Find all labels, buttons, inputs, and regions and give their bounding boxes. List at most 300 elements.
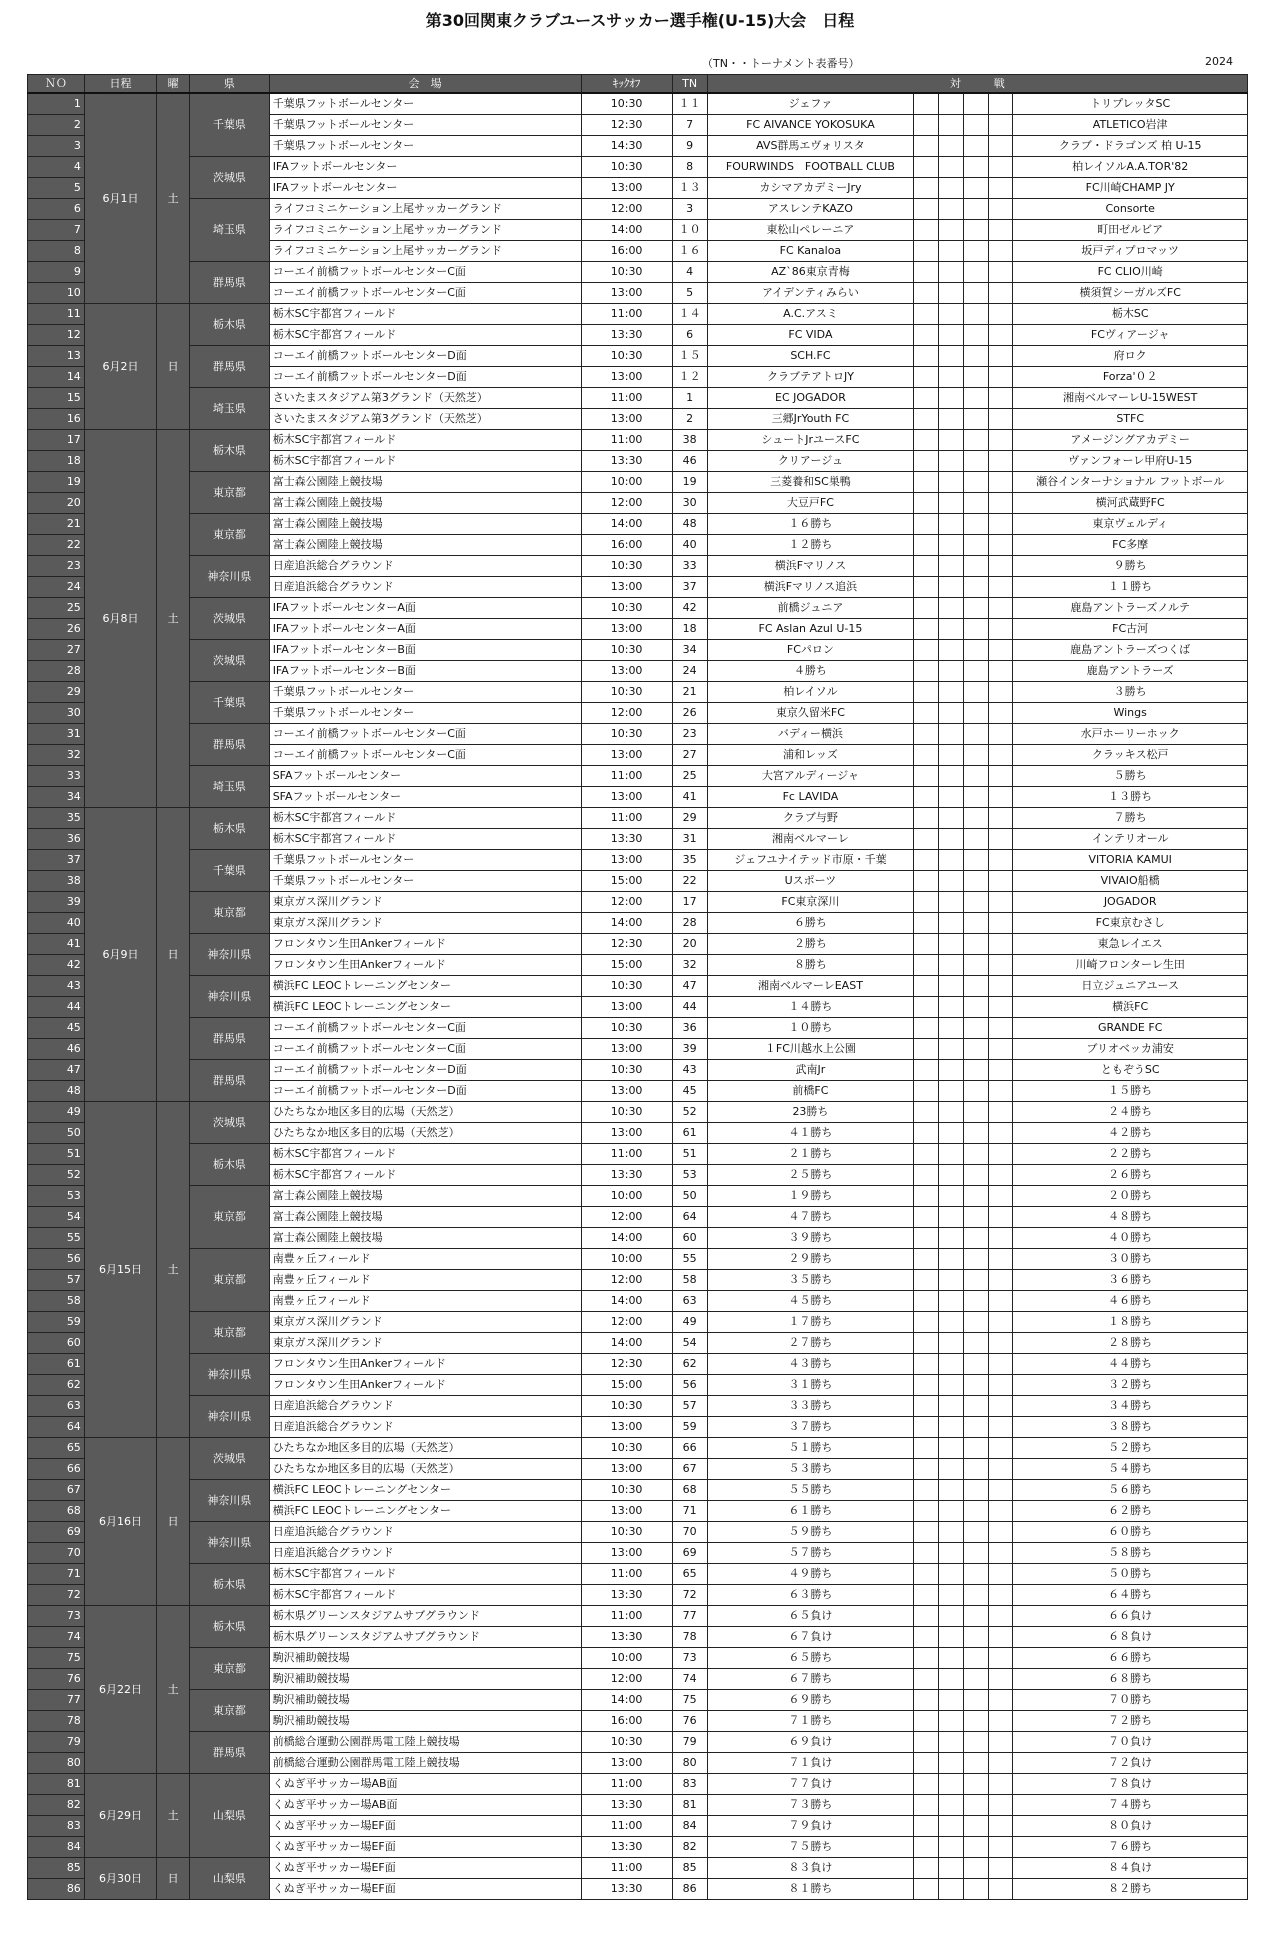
score-cell <box>988 262 1013 283</box>
score-cell <box>963 535 988 556</box>
kickoff-time: 15:00 <box>581 955 672 976</box>
venue: 富士森公園陸上競技場 <box>269 1228 581 1249</box>
match-no: 76 <box>28 1669 85 1690</box>
home-team: ６７勝ち <box>707 1669 914 1690</box>
away-team: ７０負け <box>1013 1732 1248 1753</box>
score-cell <box>939 178 964 199</box>
home-team: ４７勝ち <box>707 1207 914 1228</box>
match-no: 15 <box>28 388 85 409</box>
home-team: ５１勝ち <box>707 1438 914 1459</box>
tn-number: 58 <box>672 1270 707 1291</box>
tn-number: 22 <box>672 871 707 892</box>
away-team: 府ロク <box>1013 346 1248 367</box>
score-cell <box>988 367 1013 388</box>
tn-number: 67 <box>672 1459 707 1480</box>
match-no: 12 <box>28 325 85 346</box>
home-team: FC東京深川 <box>707 892 914 913</box>
tn-number: 19 <box>672 472 707 493</box>
away-team: ２６勝ち <box>1013 1165 1248 1186</box>
table-row <box>28 1606 1248 1627</box>
away-team: 栃木SC <box>1013 304 1248 325</box>
kickoff-time: 12:00 <box>581 1669 672 1690</box>
match-no: 26 <box>28 619 85 640</box>
table-row <box>28 1312 1248 1333</box>
score-cell <box>914 913 939 934</box>
home-team: 東松山ペレーニア <box>707 220 914 241</box>
match-no: 3 <box>28 136 85 157</box>
score-cell <box>914 1627 939 1648</box>
venue: ひたちなか地区多目的広場（天然芝） <box>269 1438 581 1459</box>
score-cell <box>914 115 939 136</box>
kickoff-time: 10:30 <box>581 93 672 115</box>
table-row <box>28 1774 1248 1795</box>
venue: 千葉県フットボールセンター <box>269 136 581 157</box>
prefecture: 栃木県 <box>190 1606 270 1648</box>
match-no: 65 <box>28 1438 85 1459</box>
match-no: 80 <box>28 1753 85 1774</box>
year-label: 2024 <box>1205 55 1233 68</box>
prefecture: 神奈川県 <box>190 976 270 1018</box>
score-cell <box>963 829 988 850</box>
score-cell <box>939 1228 964 1249</box>
tn-number: 83 <box>672 1774 707 1795</box>
score-cell <box>939 1018 964 1039</box>
score-cell <box>988 1333 1013 1354</box>
away-team: FC東京むさし <box>1013 913 1248 934</box>
venue: 千葉県フットボールセンター <box>269 850 581 871</box>
score-cell <box>939 871 964 892</box>
score-cell <box>914 1648 939 1669</box>
tn-number: 52 <box>672 1102 707 1123</box>
away-team: ６８負け <box>1013 1627 1248 1648</box>
score-cell <box>914 808 939 829</box>
kickoff-time: 12:00 <box>581 199 672 220</box>
score-cell <box>939 703 964 724</box>
table-row <box>28 514 1248 535</box>
kickoff-time: 10:30 <box>581 1480 672 1501</box>
venue: ライフコミニケーション上尾サッカーグランド <box>269 220 581 241</box>
home-team: ４勝ち <box>707 661 914 682</box>
score-cell <box>963 346 988 367</box>
match-no: 18 <box>28 451 85 472</box>
venue: 東京ガス深川グランド <box>269 1333 581 1354</box>
score-cell <box>939 1837 964 1858</box>
away-team: 町田ゼルビア <box>1013 220 1248 241</box>
away-team: ８４負け <box>1013 1858 1248 1879</box>
score-cell <box>988 1291 1013 1312</box>
table-row <box>28 1354 1248 1375</box>
score-cell <box>914 367 939 388</box>
kickoff-time: 10:30 <box>581 157 672 178</box>
score-cell <box>963 871 988 892</box>
away-team: Wings <box>1013 703 1248 724</box>
away-team: ８０負け <box>1013 1816 1248 1837</box>
score-cell <box>914 640 939 661</box>
prefecture: 千葉県 <box>190 682 270 724</box>
match-day: 日 <box>157 808 190 1102</box>
table-row <box>28 808 1248 829</box>
score-cell <box>939 1102 964 1123</box>
table-row <box>28 388 1248 409</box>
away-team: ２２勝ち <box>1013 1144 1248 1165</box>
match-no: 5 <box>28 178 85 199</box>
score-cell <box>988 199 1013 220</box>
score-cell <box>939 1669 964 1690</box>
score-cell <box>914 1669 939 1690</box>
kickoff-time: 13:00 <box>581 997 672 1018</box>
score-cell <box>914 1102 939 1123</box>
kickoff-time: 12:30 <box>581 115 672 136</box>
score-cell <box>988 1606 1013 1627</box>
score-cell <box>939 1501 964 1522</box>
kickoff-time: 16:00 <box>581 1711 672 1732</box>
home-team: クラブ与野 <box>707 808 914 829</box>
kickoff-time: 13:30 <box>581 1627 672 1648</box>
home-team: ７１勝ち <box>707 1711 914 1732</box>
score-cell <box>914 178 939 199</box>
match-no: 56 <box>28 1249 85 1270</box>
score-cell <box>988 934 1013 955</box>
score-cell <box>939 1039 964 1060</box>
score-cell <box>988 766 1013 787</box>
score-cell <box>963 199 988 220</box>
match-no: 45 <box>28 1018 85 1039</box>
match-no: 16 <box>28 409 85 430</box>
kickoff-time: 14:00 <box>581 1291 672 1312</box>
score-cell <box>963 1144 988 1165</box>
score-cell <box>988 1270 1013 1291</box>
home-team: 武南Jr <box>707 1060 914 1081</box>
header-day: 曜 <box>157 75 190 94</box>
away-team: ５６勝ち <box>1013 1480 1248 1501</box>
score-cell <box>963 1606 988 1627</box>
score-cell <box>939 367 964 388</box>
match-day: 土 <box>157 430 190 808</box>
table-row <box>28 766 1248 787</box>
away-team: ATLETICO岩津 <box>1013 115 1248 136</box>
score-cell <box>939 1711 964 1732</box>
score-cell <box>963 1627 988 1648</box>
score-cell <box>939 1690 964 1711</box>
score-cell <box>939 1585 964 1606</box>
table-row <box>28 892 1248 913</box>
away-team: ７２負け <box>1013 1753 1248 1774</box>
tn-number: 51 <box>672 1144 707 1165</box>
venue: 栃木県グリーンスタジアムサブグラウンド <box>269 1627 581 1648</box>
home-team: ２勝ち <box>707 934 914 955</box>
score-cell <box>939 682 964 703</box>
score-cell <box>939 766 964 787</box>
match-day: 土 <box>157 1606 190 1774</box>
match-day: 日 <box>157 304 190 430</box>
score-cell <box>914 787 939 808</box>
prefecture: 埼玉県 <box>190 388 270 430</box>
score-cell <box>939 493 964 514</box>
prefecture: 神奈川県 <box>190 1396 270 1438</box>
home-team: ３３勝ち <box>707 1396 914 1417</box>
score-cell <box>939 556 964 577</box>
score-cell <box>914 598 939 619</box>
venue: 駒沢補助競技場 <box>269 1669 581 1690</box>
prefecture: 東京都 <box>190 1186 270 1249</box>
tn-number: 45 <box>672 1081 707 1102</box>
home-team: FC Kanaloa <box>707 241 914 262</box>
score-cell <box>963 1354 988 1375</box>
kickoff-time: 11:00 <box>581 1144 672 1165</box>
home-team: クリアージュ <box>707 451 914 472</box>
prefecture: 千葉県 <box>190 93 270 157</box>
match-no: 40 <box>28 913 85 934</box>
match-no: 24 <box>28 577 85 598</box>
home-team: ５３勝ち <box>707 1459 914 1480</box>
prefecture: 茨城県 <box>190 598 270 640</box>
score-cell <box>988 1438 1013 1459</box>
score-cell <box>988 283 1013 304</box>
score-cell <box>963 1543 988 1564</box>
away-team: ２０勝ち <box>1013 1186 1248 1207</box>
score-cell <box>914 1060 939 1081</box>
score-cell <box>914 661 939 682</box>
tn-number: 46 <box>672 451 707 472</box>
score-cell <box>963 1669 988 1690</box>
tn-number: 69 <box>672 1543 707 1564</box>
kickoff-time: 12:00 <box>581 892 672 913</box>
score-cell <box>939 262 964 283</box>
kickoff-time: 14:00 <box>581 1228 672 1249</box>
match-no: 30 <box>28 703 85 724</box>
venue: 栃木SC宇都宮フィールド <box>269 451 581 472</box>
score-cell <box>939 955 964 976</box>
tn-number: 39 <box>672 1039 707 1060</box>
score-cell <box>914 577 939 598</box>
header-kickoff: ｷｯｸｵﾌ <box>581 75 672 94</box>
score-cell <box>988 388 1013 409</box>
home-team: １０勝ち <box>707 1018 914 1039</box>
tn-number: １３ <box>672 178 707 199</box>
venue: 横浜FC LEOCトレーニングセンター <box>269 1480 581 1501</box>
tn-number: 62 <box>672 1354 707 1375</box>
prefecture: 茨城県 <box>190 640 270 682</box>
score-cell <box>963 1375 988 1396</box>
tn-number: 26 <box>672 703 707 724</box>
score-cell <box>963 388 988 409</box>
score-cell <box>963 1648 988 1669</box>
tn-number: 48 <box>672 514 707 535</box>
table-row <box>28 1438 1248 1459</box>
score-cell <box>914 1165 939 1186</box>
score-cell <box>939 787 964 808</box>
score-cell <box>963 955 988 976</box>
kickoff-time: 11:00 <box>581 808 672 829</box>
home-team: ４１勝ち <box>707 1123 914 1144</box>
away-team: FC多摩 <box>1013 535 1248 556</box>
table-row <box>28 430 1248 451</box>
table-row <box>28 1102 1248 1123</box>
kickoff-time: 14:30 <box>581 136 672 157</box>
home-team: クラブテアトロJY <box>707 367 914 388</box>
home-team: ６３勝ち <box>707 1585 914 1606</box>
tn-number: 38 <box>672 430 707 451</box>
away-team: ２８勝ち <box>1013 1333 1248 1354</box>
tn-number: 75 <box>672 1690 707 1711</box>
home-team: ２９勝ち <box>707 1249 914 1270</box>
score-cell <box>939 892 964 913</box>
table-row <box>28 262 1248 283</box>
tn-number: 77 <box>672 1606 707 1627</box>
home-team: ７１負け <box>707 1753 914 1774</box>
match-date: 6月2日 <box>84 304 156 430</box>
score-cell <box>988 535 1013 556</box>
score-cell <box>914 430 939 451</box>
venue: くぬぎ平サッカー場AB面 <box>269 1795 581 1816</box>
score-cell <box>963 1270 988 1291</box>
venue: コーエイ前橋フットボールセンターD面 <box>269 367 581 388</box>
away-team: ６６勝ち <box>1013 1648 1248 1669</box>
match-no: 79 <box>28 1732 85 1753</box>
match-no: 47 <box>28 1060 85 1081</box>
score-cell <box>939 976 964 997</box>
match-no: 39 <box>28 892 85 913</box>
away-team: ９勝ち <box>1013 556 1248 577</box>
away-team: 鹿島アントラーズつくば <box>1013 640 1248 661</box>
venue: コーエイ前橋フットボールセンターC面 <box>269 745 581 766</box>
match-no: 33 <box>28 766 85 787</box>
score-cell <box>988 1228 1013 1249</box>
score-cell <box>963 451 988 472</box>
score-cell <box>939 829 964 850</box>
tn-number: １１ <box>672 93 707 115</box>
prefecture: 群馬県 <box>190 724 270 766</box>
score-cell <box>988 409 1013 430</box>
venue: くぬぎ平サッカー場EF面 <box>269 1837 581 1858</box>
header-match: 対 戦 <box>707 75 1247 94</box>
score-cell <box>988 1459 1013 1480</box>
match-no: 82 <box>28 1795 85 1816</box>
venue: コーエイ前橋フットボールセンターC面 <box>269 1018 581 1039</box>
score-cell <box>914 1774 939 1795</box>
table-row <box>28 1018 1248 1039</box>
match-date: 6月29日 <box>84 1774 156 1858</box>
match-no: 58 <box>28 1291 85 1312</box>
score-cell <box>939 1417 964 1438</box>
match-no: 22 <box>28 535 85 556</box>
venue: 栃木SC宇都宮フィールド <box>269 1564 581 1585</box>
match-no: 83 <box>28 1816 85 1837</box>
kickoff-time: 13:30 <box>581 325 672 346</box>
match-no: 70 <box>28 1543 85 1564</box>
home-team: ２５勝ち <box>707 1165 914 1186</box>
venue: くぬぎ平サッカー場AB面 <box>269 1774 581 1795</box>
score-cell <box>988 1480 1013 1501</box>
prefecture: 神奈川県 <box>190 1522 270 1564</box>
away-team: ブリオベッカ浦安 <box>1013 1039 1248 1060</box>
score-cell <box>914 1480 939 1501</box>
score-cell <box>963 1816 988 1837</box>
table-row <box>28 1144 1248 1165</box>
tn-number: 36 <box>672 1018 707 1039</box>
match-no: 49 <box>28 1102 85 1123</box>
match-day: 土 <box>157 1774 190 1858</box>
tn-number: 30 <box>672 493 707 514</box>
venue: IFAフットボールセンターA面 <box>269 619 581 640</box>
score-cell <box>988 787 1013 808</box>
match-no: 31 <box>28 724 85 745</box>
match-no: 38 <box>28 871 85 892</box>
match-no: 14 <box>28 367 85 388</box>
match-no: 37 <box>28 850 85 871</box>
score-cell <box>988 93 1013 115</box>
score-cell <box>939 745 964 766</box>
tn-number: 17 <box>672 892 707 913</box>
score-cell <box>963 1837 988 1858</box>
score-cell <box>939 1249 964 1270</box>
score-cell <box>963 283 988 304</box>
tn-number: 63 <box>672 1291 707 1312</box>
score-cell <box>939 1060 964 1081</box>
prefecture: 神奈川県 <box>190 1354 270 1396</box>
tn-number: 84 <box>672 1816 707 1837</box>
prefecture: 東京都 <box>190 1690 270 1732</box>
score-cell <box>988 871 1013 892</box>
match-no: 84 <box>28 1837 85 1858</box>
prefecture: 栃木県 <box>190 808 270 850</box>
venue: 日産追浜総合グラウンド <box>269 1396 581 1417</box>
home-team: A.C.アスミ <box>707 304 914 325</box>
tn-number: 79 <box>672 1732 707 1753</box>
match-no: 11 <box>28 304 85 325</box>
match-date: 6月16日 <box>84 1438 156 1606</box>
score-cell <box>914 1270 939 1291</box>
score-cell <box>988 640 1013 661</box>
score-cell <box>914 409 939 430</box>
score-cell <box>939 157 964 178</box>
score-cell <box>988 850 1013 871</box>
venue: さいたまスタジアム第3グランド（天然芝） <box>269 409 581 430</box>
venue: 栃木SC宇都宮フィールド <box>269 1585 581 1606</box>
score-cell <box>988 241 1013 262</box>
table-row <box>28 976 1248 997</box>
match-no: 51 <box>28 1144 85 1165</box>
tn-number: 66 <box>672 1438 707 1459</box>
score-cell <box>939 472 964 493</box>
venue: フロンタウン生田Ankerフィールド <box>269 1354 581 1375</box>
match-no: 81 <box>28 1774 85 1795</box>
table-row <box>28 850 1248 871</box>
away-team: STFC <box>1013 409 1248 430</box>
away-team: Consorte <box>1013 199 1248 220</box>
venue: 富士森公園陸上競技場 <box>269 493 581 514</box>
table-row <box>28 199 1248 220</box>
away-team: VITORIA KAMUI <box>1013 850 1248 871</box>
table-row <box>28 1858 1248 1879</box>
home-team: バディー横浜 <box>707 724 914 745</box>
away-team: 鹿島アントラーズ <box>1013 661 1248 682</box>
match-no: 21 <box>28 514 85 535</box>
away-team: 湘南ベルマーレU-15WEST <box>1013 388 1248 409</box>
home-team: ６１勝ち <box>707 1501 914 1522</box>
table-row <box>28 934 1248 955</box>
score-cell <box>963 430 988 451</box>
kickoff-time: 10:00 <box>581 1648 672 1669</box>
score-cell <box>988 1102 1013 1123</box>
tn-number: 68 <box>672 1480 707 1501</box>
score-cell <box>939 1522 964 1543</box>
score-cell <box>963 493 988 514</box>
venue: 富士森公園陸上競技場 <box>269 514 581 535</box>
tn-number: 1 <box>672 388 707 409</box>
score-cell <box>914 1396 939 1417</box>
kickoff-time: 13:30 <box>581 1879 672 1900</box>
